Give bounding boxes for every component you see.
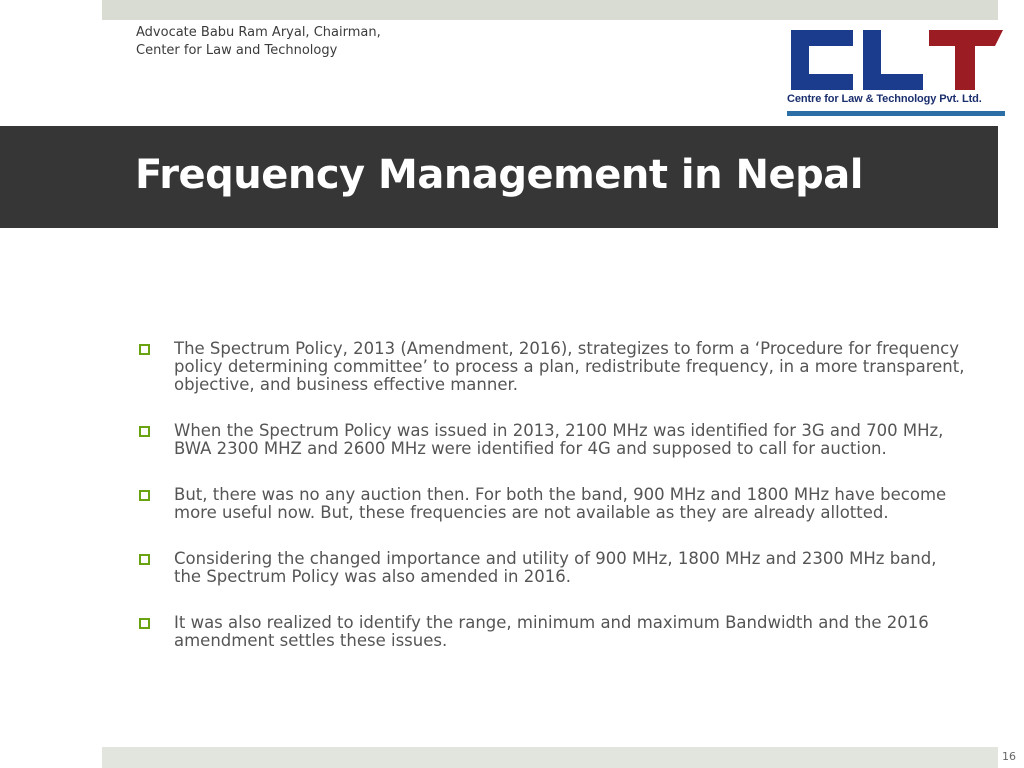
bullet-list [136, 340, 966, 678]
bullet-text: The Spectrum Policy, 2013 (Amendment, 2016), strategizes to form a ‘Procedure for frequency policy determining committee’ to process a plan, redistribute frequency, in a more transparent, objective, and business effective manner. [174, 339, 965, 394]
bottom-bar [102, 747, 998, 768]
bullet-item [136, 614, 966, 650]
clt-logo [787, 28, 1007, 120]
bullet-text: When the Spectrum Policy was issued in 2013, 2100 MHz was identified for 3G and 700 MHz, BWA 2300 MHZ and 2600 MHz were identified for 4G and supposed to call for auction. [174, 421, 944, 458]
author-line-2: Center for Law and Technology [136, 43, 338, 58]
slide-title: Frequency Management in Nepal [135, 152, 863, 198]
bullet-item [136, 422, 966, 458]
square-bullet-icon [139, 344, 150, 355]
bullet-text: But, there was no any auction then. For both the band, 900 MHz and 1800 MHz have become more useful now. But, these frequencies are not available as they are already allotted. [174, 485, 947, 522]
square-bullet-icon [139, 426, 150, 437]
bullet-text: It was also realized to identify the range, minimum and maximum Bandwidth and the 2016 amendment settles these issues. [174, 613, 929, 650]
author-block [136, 24, 381, 60]
square-bullet-icon [139, 490, 150, 501]
square-bullet-icon [139, 618, 150, 629]
top-bar [102, 0, 998, 20]
page-number: 16 [1002, 750, 1016, 763]
bullet-item [136, 340, 966, 394]
square-bullet-icon [139, 554, 150, 565]
clt-logo-mark [787, 28, 1007, 92]
bullet-item [136, 486, 966, 522]
logo-underline [787, 111, 1005, 116]
author-line-1: Advocate Babu Ram Aryal, Chairman, [136, 25, 381, 40]
logo-tagline: Centre for Law & Technology Pvt. Ltd. [787, 93, 982, 105]
bullet-item [136, 550, 966, 586]
bullet-text: Considering the changed importance and utility of 900 MHz, 1800 MHz and 2300 MHz band, the Spectrum Policy was also amended in 2016. [174, 549, 937, 586]
